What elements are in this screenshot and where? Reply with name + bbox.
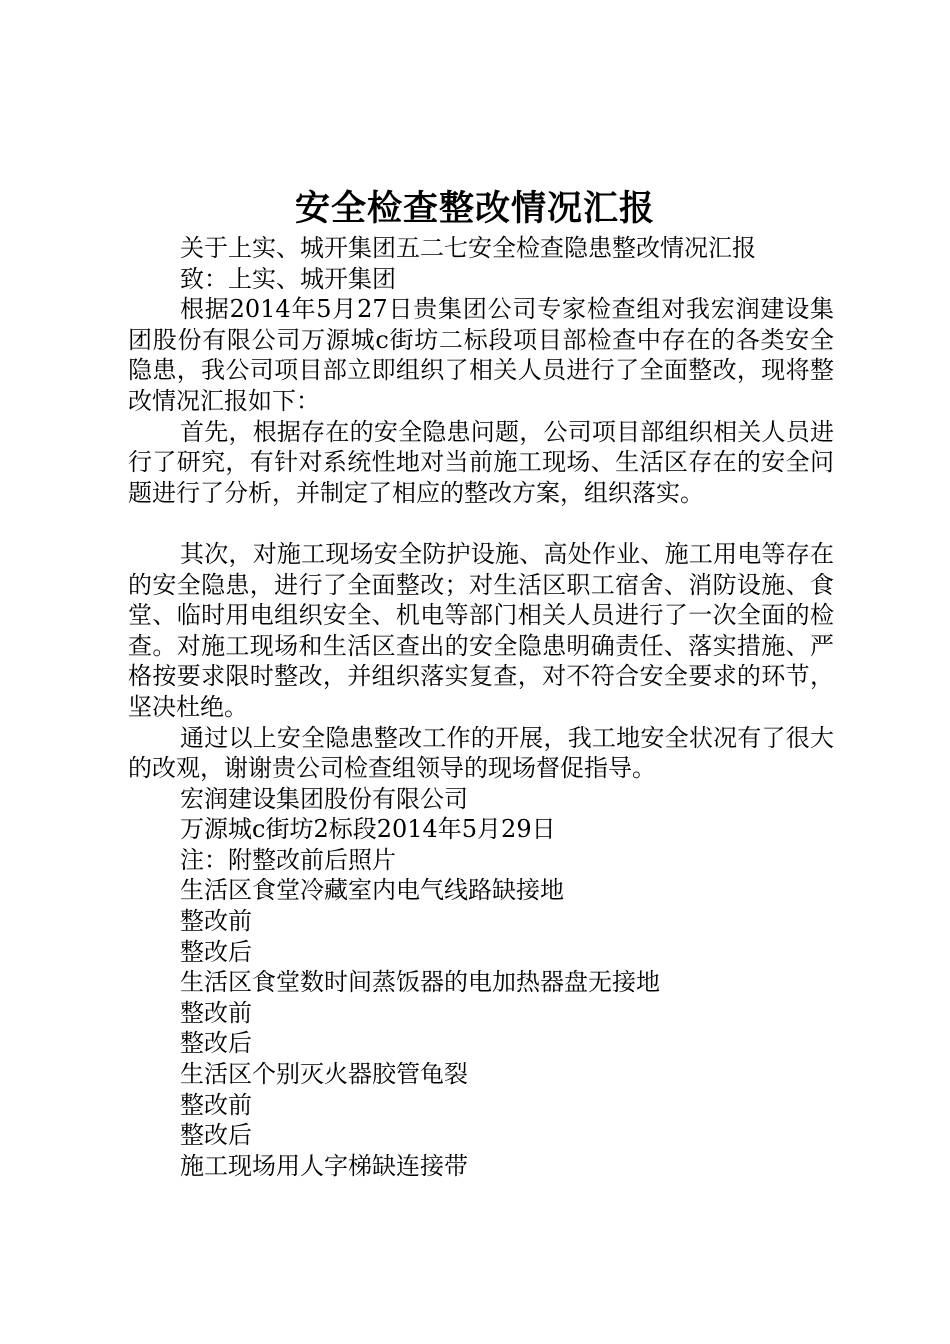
attachment-note: 注：附整改前后照片: [180, 845, 396, 874]
document-body: [128, 233, 834, 1181]
signature-company: 宏润建设集团股份有限公司: [180, 784, 468, 813]
signature-date: 万源城c街坊2标段2014年5月29日: [180, 815, 556, 844]
list-item: 整改前: [180, 998, 252, 1027]
list-item: 整改前: [180, 1090, 252, 1119]
salutation-line: 致：上实、城开集团: [180, 264, 396, 293]
paragraph-first: 首先，根据存在的安全隐患问题，公司项目部组织相关人员进行了研究，有针对系统性地对当前施工现场、生活区存在的安全问题进行了分析，并制定了相应的整改方案，组织落实。: [128, 417, 834, 507]
list-item: 生活区食堂冷藏室内电气线路缺接地: [180, 876, 564, 905]
document-title: 安全检查整改情况汇报: [294, 188, 655, 229]
paragraph-second: 其次，对施工现场安全防护设施、高处作业、施工用电等存在的安全隐患，进行了全面整改；对生活区职工宿舍、消防设施、食堂、临时用电组织安全、机电等部门相关人员进行了一次全面的检查。对施工现场和生活区查出的安全隐患明确责任、落实措施、严格按要求限时整改，并组织落实复查，对不符合安全要求的环节，坚决杜绝。: [128, 539, 834, 721]
subtitle-line: 关于上实、城开集团五二七安全检查隐患整改情况汇报: [180, 234, 756, 262]
list-item: 生活区个别灭火器胶管龟裂: [180, 1060, 468, 1089]
list-item: 施工现场用人字梯缺连接带: [180, 1151, 468, 1180]
list-item: 整改后: [180, 1029, 252, 1058]
list-item: 整改前: [180, 907, 252, 936]
paragraph-intro: 根据2014年5月27日贵集团公司专家检查组对我宏润建设集团股份有限公司万源城c街坊二标段项目部检查中存在的各类安全隐患，我公司项目部立即组织了相关人员进行了全面整改，现将整改情况汇报如下：: [128, 295, 834, 415]
list-item: 生活区食堂数时间蒸饭器的电加热器盘无接地: [180, 968, 660, 997]
list-item: 整改后: [180, 1121, 252, 1150]
paragraph-closing: 通过以上安全隐患整改工作的开展，我工地安全状况有了很大的改观，谢谢贵公司检查组领导的现场督促指导。: [128, 723, 834, 783]
list-item: 整改后: [180, 937, 252, 966]
